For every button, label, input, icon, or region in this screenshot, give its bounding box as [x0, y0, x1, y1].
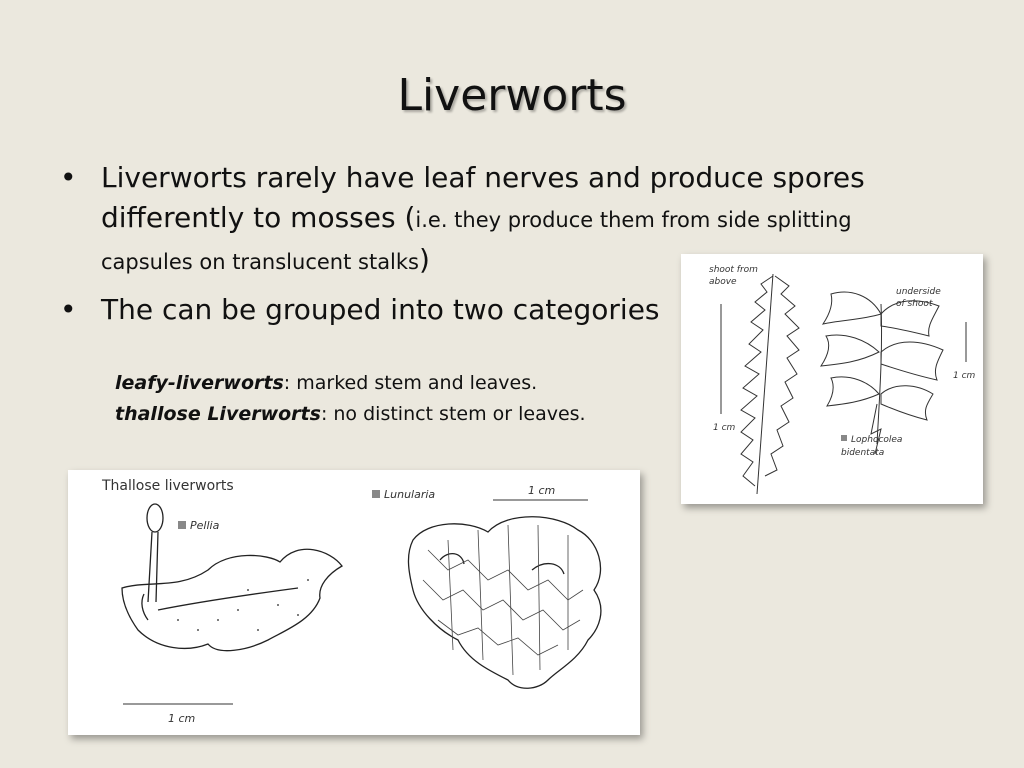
underside-drawing	[821, 292, 943, 454]
leafy-liverwort-illustration	[681, 254, 983, 504]
species-lunularia: Lunularia	[384, 488, 436, 501]
definition-term: leafy-liverworts	[115, 372, 284, 394]
bullet-text: Liverworts rarely have leaf nerves and produce spores differently to mosses (	[101, 161, 865, 234]
bullet-text-tail: )	[419, 243, 430, 276]
bullet-dot-icon: •	[60, 161, 77, 194]
bullet-subtext: i.e. they produce them from side splitting capsules on translucent stalks	[101, 208, 852, 274]
lunularia-cell-pattern	[423, 525, 583, 675]
label-underside-line2: of shoot	[896, 299, 933, 309]
slide-title: Liverworts	[397, 70, 627, 121]
definition-desc: : no distinct stem or leaves.	[320, 403, 586, 425]
scale-label-right: 1 cm	[953, 371, 976, 381]
definition-desc: : marked stem and leaves.	[283, 372, 538, 394]
figure-heading: Thallose liverworts	[102, 478, 234, 494]
scale-label-lunularia: 1 cm	[528, 484, 556, 497]
leafy-liverwort-figure	[681, 254, 983, 504]
category-definitions	[115, 368, 586, 430]
pellia-stipple	[177, 579, 309, 631]
definition-term: thallose Liverworts	[115, 403, 321, 425]
species-pellia: Pellia	[190, 519, 220, 532]
species-marker-icon	[841, 435, 847, 441]
bullet-text: The can be grouped into two categories	[101, 293, 660, 326]
pellia-marker-icon	[178, 521, 186, 529]
lunularia-drawing	[408, 517, 600, 689]
label-shoot-line1: shoot from	[709, 265, 758, 275]
definition-thallose	[115, 399, 586, 430]
species-line2: bidentata	[841, 448, 885, 458]
label-underside-line1: underside	[896, 287, 941, 297]
shoot-drawing	[741, 274, 799, 494]
thallose-liverwort-figure	[68, 470, 640, 735]
pellia-drawing	[122, 504, 342, 651]
scale-label-pellia: 1 cm	[168, 712, 196, 725]
thallose-liverwort-illustration	[68, 470, 640, 735]
label-shoot-line2: above	[709, 277, 737, 287]
scale-label-left: 1 cm	[713, 423, 736, 433]
bullet-dot-icon: •	[60, 293, 77, 326]
definition-leafy	[115, 368, 586, 399]
species-line1: Lophocolea	[851, 435, 903, 445]
lunularia-marker-icon	[372, 490, 380, 498]
